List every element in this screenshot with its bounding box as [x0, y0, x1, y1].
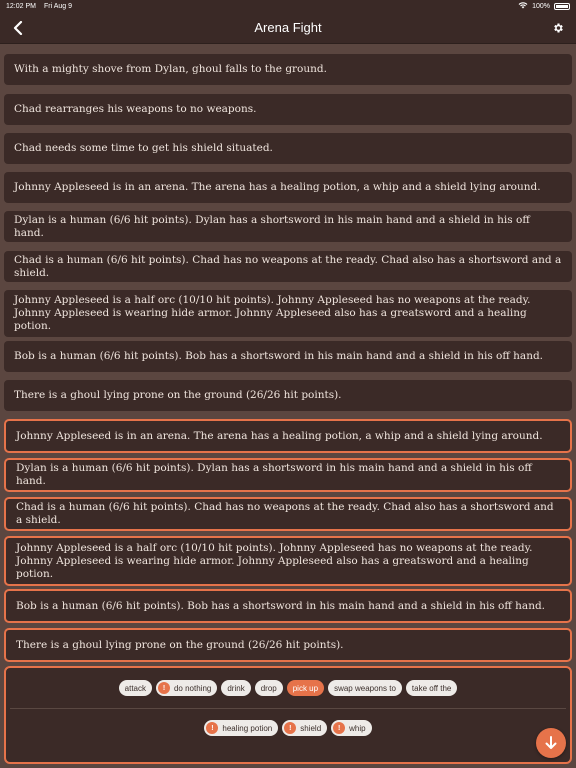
info-icon: ! — [284, 722, 296, 734]
object-chip-whip[interactable] — [331, 720, 371, 736]
info-icon: ! — [206, 722, 218, 734]
status-bar — [0, 0, 576, 12]
verb-chip-pick-up[interactable] — [287, 680, 324, 696]
log-entry: With a mighty shove from Dylan, ghoul falls to the ground. — [4, 54, 572, 85]
log-entry: Johnny Appleseed is in an arena. The arena has a healing potion, a whip and a shield lying around. — [4, 172, 572, 203]
chip-label: drink — [227, 683, 245, 693]
chip-label: drop — [260, 683, 277, 693]
log-entry: Johnny Appleseed is in an arena. The arena has a healing potion, a whip and a shield lying around. — [4, 419, 572, 453]
verb-chip-drop[interactable] — [255, 680, 283, 696]
page-title: Arena Fight — [254, 20, 322, 35]
chip-label: take off the — [411, 683, 452, 693]
chip-label: shield — [300, 723, 322, 733]
log-entry: Chad is a human (6/6 hit points). Chad has no weapons at the ready. Chad also has a shortsword and a shield. — [4, 497, 572, 531]
verb-chip-swap-weapons-to[interactable] — [328, 680, 402, 696]
log-entry: Chad rearranges his weapons to no weapons. — [4, 94, 572, 125]
chip-label: pick up — [292, 683, 319, 693]
status-time: 12:02 PM — [6, 2, 36, 10]
verb-chip-attack[interactable] — [119, 680, 152, 696]
chip-label: attack — [124, 683, 146, 693]
verb-chip-row — [6, 680, 570, 696]
arrow-down-icon — [545, 736, 557, 750]
verb-chip-drink[interactable] — [221, 680, 250, 696]
log-entry: Johnny Appleseed is a half orc (10/10 hit points). Johnny Appleseed has no weapons at the ready. Johnny Appleseed is wearing hide armor. Johnny Appleseed also has a greatsword and a healing potion. — [4, 536, 572, 586]
log-entry: There is a ghoul lying prone on the ground (26/26 hit points). — [4, 628, 572, 662]
verb-chip-do-nothing[interactable] — [156, 680, 217, 696]
battery-icon — [554, 3, 570, 10]
log-entry: Bob is a human (6/6 hit points). Bob has a shortsword in his main hand and a shield in his off hand. — [4, 589, 572, 623]
log-entry: Dylan is a human (6/6 hit points). Dylan has a shortsword in his main hand and a shield in his off hand. — [4, 458, 572, 492]
action-divider — [10, 708, 566, 709]
scroll-down-button[interactable] — [536, 728, 566, 758]
nav-bar — [0, 12, 576, 44]
action-panel — [4, 666, 572, 764]
status-date: Fri Aug 9 — [43, 2, 72, 10]
log-entry: Bob is a human (6/6 hit points). Bob has a shortsword in his main hand and a shield in his off hand. — [4, 341, 572, 372]
wifi-icon — [518, 1, 528, 11]
settings-button[interactable] — [548, 18, 568, 38]
object-chip-shield[interactable] — [282, 720, 327, 736]
gear-icon — [552, 22, 564, 34]
battery-percent: 100% — [532, 2, 550, 10]
chip-label: healing potion — [222, 723, 273, 733]
chip-label: whip — [349, 723, 366, 733]
object-chip-row — [6, 720, 570, 736]
object-chip-healing-potion[interactable] — [204, 720, 278, 736]
chip-label: swap weapons to — [334, 683, 396, 693]
status-right — [518, 1, 570, 11]
info-icon: ! — [158, 682, 170, 694]
chevron-left-icon — [13, 21, 23, 35]
chip-label: do nothing — [173, 683, 212, 693]
back-button[interactable] — [8, 18, 28, 38]
log-entry: Chad needs some time to get his shield situated. — [4, 133, 572, 164]
log-entry: There is a ghoul lying prone on the ground (26/26 hit points). — [4, 380, 572, 411]
verb-chip-take-off-the[interactable] — [406, 680, 457, 696]
log-entry: Dylan is a human (6/6 hit points). Dylan has a shortsword in his main hand and a shield in his off hand. — [4, 211, 572, 242]
log-entry: Chad is a human (6/6 hit points). Chad has no weapons at the ready. Chad also has a shortsword and a shield. — [4, 251, 572, 282]
info-icon: ! — [333, 722, 345, 734]
log-entry: Johnny Appleseed is a half orc (10/10 hit points). Johnny Appleseed has no weapons at the ready. Johnny Appleseed is wearing hide armor. Johnny Appleseed also has a greatsword and a healing potion. — [4, 290, 572, 337]
